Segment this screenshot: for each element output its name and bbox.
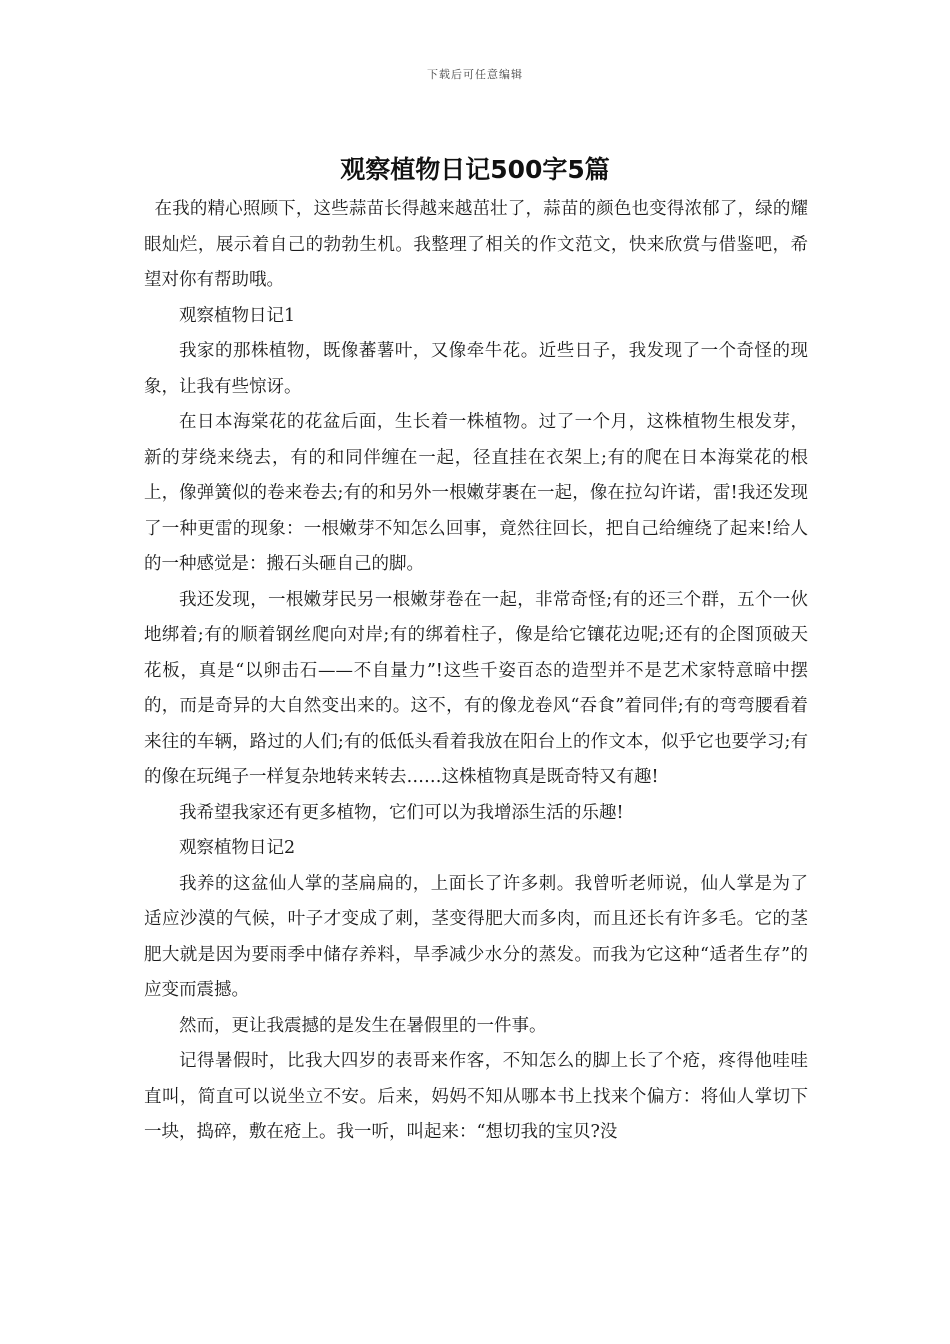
body-paragraph: 我希望我家还有更多植物，它们可以为我增添生活的乐趣! [179,802,624,823]
body-paragraph: 我还发现，一根嫩芽民另一根嫩芽卷在一起，非常奇怪;有的还三个群，五个一伙地绑着;有的顺着钢丝爬向对岸;有的绑着柱子，像是给它镶花边呢;还有的企图顶破天花板，真是“以卵击石——不自量力”!这些千姿百态的造型并不是艺术家特意暗中摆的，而是奇异的大自然变出来的。这不，有的像龙卷风“吞食”着同伴;有的弯弯腰看着来往的车辆，路过的人们;有的低低头看着我放在阳台上的作文本，似乎它也要学习;有的像在玩绳子一样复杂地转来转去……这株植物真是既奇特又有趣! [144,589,808,787]
section-heading-1: 观察植物日记1 [179,305,296,326]
body-paragraph: 在日本海棠花的花盆后面，生长着一株植物。过了一个月，这株植物生根发芽，新的芽绕来绕去，有的和同伴缠在一起，径直挂在衣架上;有的爬在日本海棠花的根上，像弹簧似的卷来卷去;有的和另外一根嫩芽裹在一起，像在拉勾许诺，雷!我还发现了一种更雷的现象：一根嫩芽不知怎么回事，竟然往回长，把自己给缠绕了起来!给人的一种感觉是：搬石头砸自己的脚。 [144,412,808,574]
body-paragraph: 我家的那株植物，既像蕃薯叶，又像牵牛花。近些日子，我发现了一个奇怪的现象，让我有些惊讶。 [144,341,808,397]
header-note: 下载后可任意编辑 [427,68,523,81]
body-paragraph: 我养的这盆仙人掌的茎扁扁的，上面长了许多刺。我曾听老师说，仙人掌是为了适应沙漠的气候，叶子才变成了刺，茎变得肥大而多肉，而且还长有许多毛。它的茎肥大就是因为要雨季中储存养料，旱季减少水分的蒸发。而我为它这种“适者生存”的应变而震撼。 [144,873,808,1000]
document-body [144,192,808,1151]
body-paragraph: 记得暑假时，比我大四岁的表哥来作客，不知怎么的脚上长了个疮，疼得他哇哇直叫，简直可以说坐立不安。后来，妈妈不知从哪本书上找来个偏方：将仙人掌切下一块，捣碎，敷在疮上。我一听，叫起来：“想切我的宝贝?没 [144,1051,808,1142]
page-title: 观察植物日记500字5篇 [340,155,610,184]
section-heading-2: 观察植物日记2 [179,838,296,858]
intro-paragraph: 在我的精心照顾下，这些蒜苗长得越来越茁壮了，蒜苗的颜色也变得浓郁了，绿的耀眼灿烂，展示着自己的勃勃生机。我整理了相关的作文范文，快来欣赏与借鉴吧，希望对你有帮助哦。 [144,199,808,290]
body-paragraph: 然而，更让我震撼的是发生在暑假里的一件事。 [179,1015,547,1036]
